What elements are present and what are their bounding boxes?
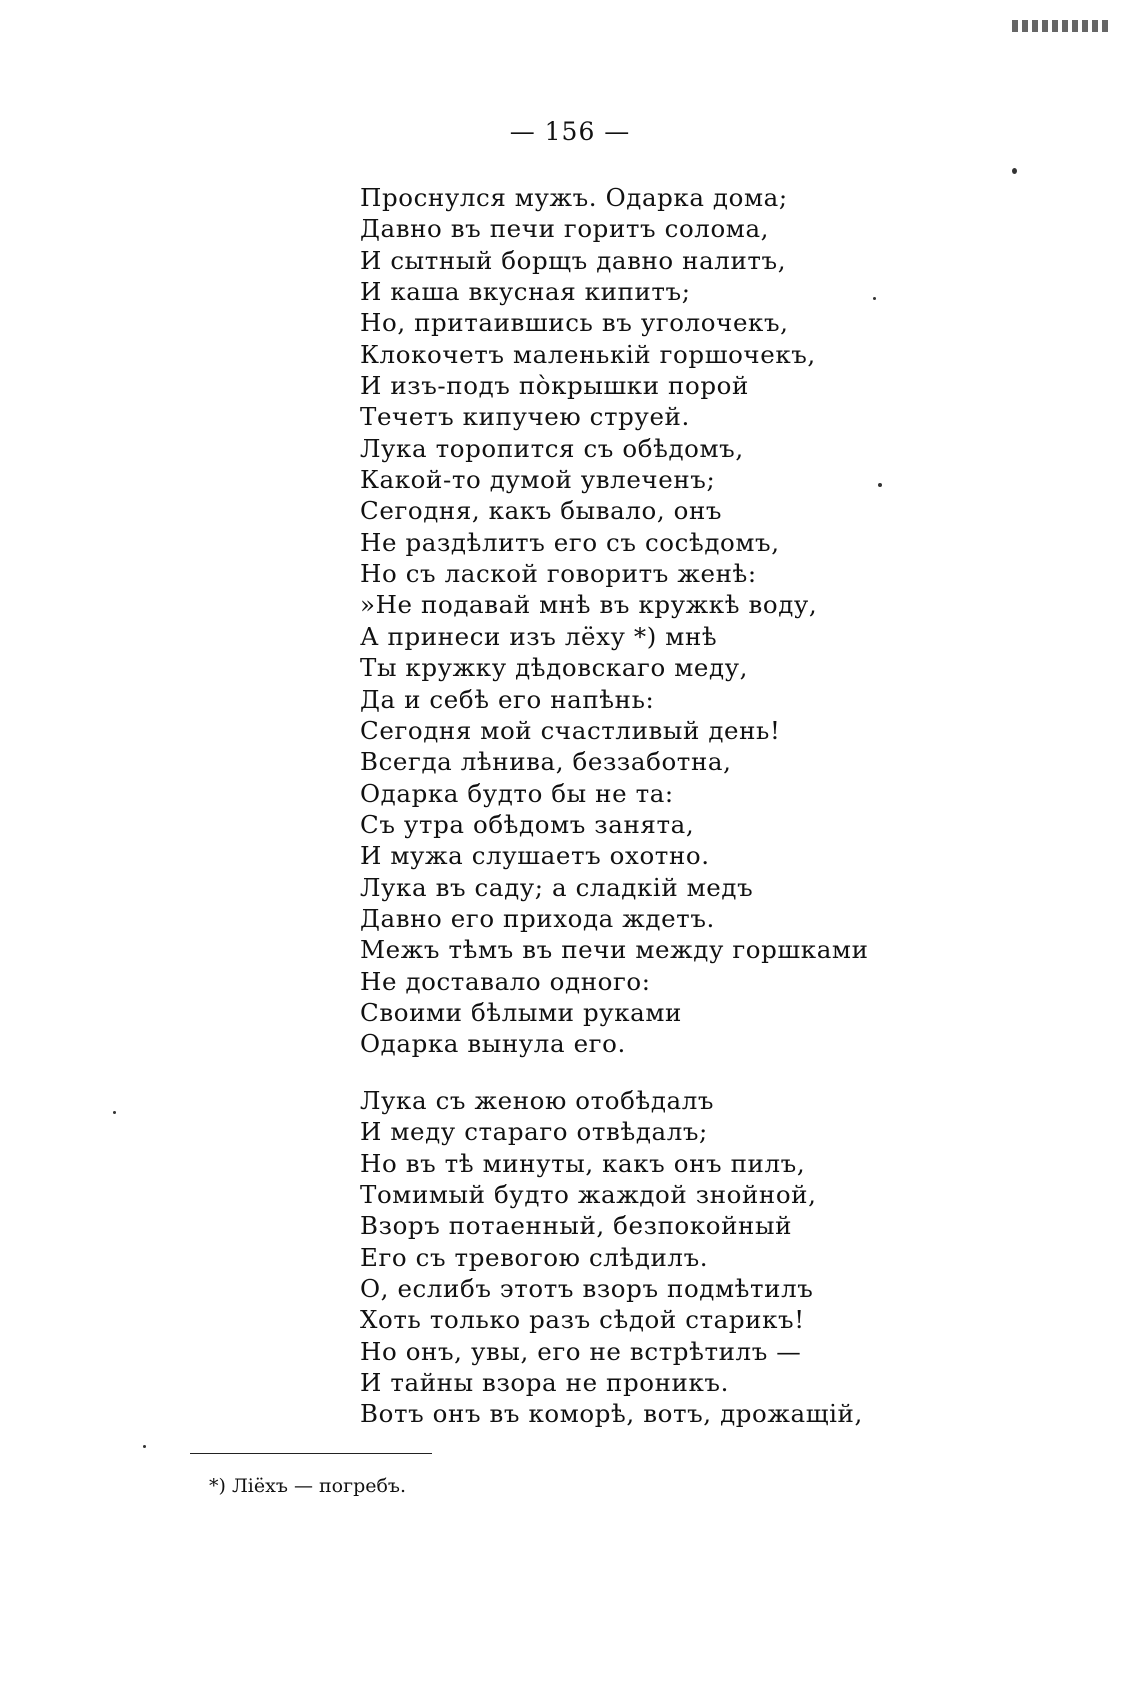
poem-line: А принеси изъ лёху *) мнѣ [360,621,718,651]
poem-line: Но въ тѣ минуты, какъ онъ пилъ, [360,1148,806,1178]
scan-speck [143,1445,146,1448]
poem-line: Сегодня мой счастливый день! [360,715,781,745]
scan-speck [113,1111,116,1114]
poem-line: Лука въ саду; а сладкій медъ [360,872,754,902]
stanza-2 [360,1085,863,1430]
poem-line: Лука торопится съ обѣдомъ, [360,433,744,463]
page-number: — 156 — [509,117,631,146]
poem-line: Съ утра обѣдомъ занята, [360,809,695,839]
poem-line: Томимый будто жаждой знойной, [360,1180,817,1210]
poem-line: Межъ тѣмъ въ печи между горшками [360,935,869,965]
poem-line: Но онъ, увы, его не встрѣтилъ — [360,1336,802,1366]
poem-line: Но съ лаской говоритъ женѣ: [360,559,757,589]
poem-line: Хоть только разъ сѣдой старикъ! [360,1305,805,1335]
poem-line: И меду стараго отвѣдалъ; [360,1117,708,1147]
scan-speck [878,483,882,487]
poem-line: Давно въ печи горитъ солома, [360,214,770,244]
poem-line: И сытный борщъ давно налитъ, [360,245,787,275]
poem-line: Течетъ кипучею струей. [360,402,690,432]
poem-line: И тайны взора не проникъ. [360,1368,729,1398]
scan-speck [1012,168,1017,174]
poem-line: Клокочетъ маленькій горшочекъ, [360,339,816,369]
poem-line: Его съ тревогою слѣдилъ. [360,1242,709,1272]
poem-line: Какой-то думой увлеченъ; [360,465,716,495]
poem-line: Сегодня, какъ бывало, онъ [360,496,723,526]
poem-line: И каша вкусная кипитъ; [360,277,691,307]
poem-line: Вотъ онъ въ коморѣ, вотъ, дрожащій, [360,1399,863,1429]
footnote: *) Ліёхъ — погребъ. [209,1475,407,1497]
footnote-rule [190,1453,432,1454]
poem-line: Да и себѣ его напѣнь: [360,684,655,714]
header-smudge [1012,20,1108,32]
poem-line: Но, притаившись въ уголочекъ, [360,308,789,338]
poem-line: Всегда лѣнива, беззаботна, [360,747,732,777]
poem-line: Проснулся мужъ. Одарка дома; [360,183,788,212]
poem-line: Давно его прихода ждетъ. [360,903,715,933]
poem-line: Одарка вынула его. [360,1029,626,1059]
poem-line: О, еслибъ этотъ взоръ подмѣтилъ [360,1274,814,1304]
poem-line: »Не подавай мнѣ въ кружкѣ воду, [360,590,818,620]
stanza-1 [360,182,869,1060]
poem-line: И мужа слушаетъ охотно. [360,841,710,871]
poem-line: Не доставало одного: [360,966,651,996]
poem-line: Лука съ женою отобѣдалъ [360,1086,715,1115]
poem-line: Одарка будто бы не та: [360,778,674,808]
poem-line: Взоръ потаенный, безпокойный [360,1211,793,1241]
poem-line: Своими бѣлыми руками [360,997,682,1027]
poem-line: Ты кружку дѣдовскаго меду, [360,653,749,683]
poem-line: Не раздѣлитъ его съ сосѣдомъ, [360,527,780,557]
scan-speck [873,297,876,300]
poem-line: И изъ-подъ пòкрышки порой [360,371,749,401]
